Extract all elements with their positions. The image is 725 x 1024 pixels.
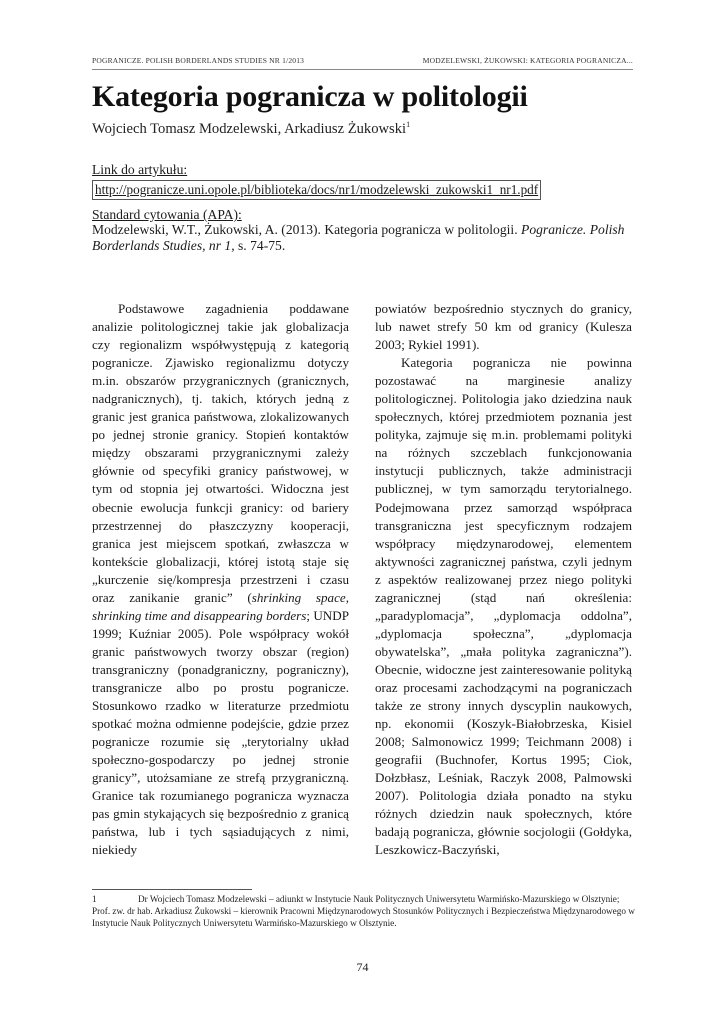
footnote-text: Dr Wojciech Tomasz Modzelewski – adiunkt w Instytucie Nauk Politycznych Uniwersytetu Warmińsko-Mazurskiego w Olsztynie; Prof. zw. dr hab. Arkadiusz Żukowski – kierownik Pracowni Międzynarodowych Stosunków Politycznych i Bezpieczeństwa Międzynarodowego w Instytucie Nauk Politycznych Uniwersytetu Warmińsko-Mazurskiego w Olsztynie. [92, 894, 635, 928]
authors-names: Wojciech Tomasz Modzelewski, Arkadiusz Żukowski [92, 120, 407, 137]
citation-text [92, 222, 632, 254]
footnote [92, 893, 637, 929]
article-title: Kategoria pogranicza w politologii [92, 80, 528, 113]
article-link[interactable]: http://pogranicze.uni.opole.pl/biblioteka/docs/nr1/modzelewski_zukowski1_nr1.pdf [92, 180, 541, 200]
footnote-number: 1 [92, 894, 97, 904]
running-header [92, 56, 633, 70]
right-column [375, 300, 632, 859]
journal-header: POGRANICZE. POLISH BORDERLANDS STUDIES NR 1/2013 [92, 56, 305, 65]
body-paragraph: Kategoria pogranicza nie powinna pozostawać na marginesie analizy politologicznej. Politologia jako dziedzina nauk społecznych, której przedmiotem poznania jest polityka, zajmuje się m.in. problemami polityki na różnych szczeblach funkcjonowania instytucji publicznych, także administracji publicznej, w tym samorządu terytorialnego. Podejmowana przez samorząd współpraca transgraniczna jest specyficznym rodzajem współpracy międzynarodowej, elementem aktywności zagranicznej państwa, czyli jednym z aspektów realizowanej przez niego polityki zagranicznej (stąd nań określenia: „paradyplomacja”, „dyplomacja oddolna”, „dyplomacja społeczna”, „dyplomacja obywatelska”, „mała polityka zagraniczna”). Obecnie, widoczne jest zainteresowanie polityką oraz procesami zachodzącymi na pograniczach także ze strony innych dyscyplin naukowych, np. ekonomii (Koszyk-Białobrzeska, Kisiel 2008; Salmonowicz 1999; Teichmann 2008) i geografii (Buchnofer, Kortus 1995; Ciok, Dołzbłasz, Leśniak, Raczyk 2008, Palmowski 2007). Politologia działa ponadto na styku różnych dziedzin nauk społecznych, które badają pogranicza, głównie socjologii (Gołdyka, Leszkowicz-Baczyński, [375, 355, 632, 858]
citation-main: Modzelewski, W.T., Żukowski, A. (2013). Kategoria pogranicza w politologii. [92, 222, 522, 237]
body-paragraph-continued: powiatów bezpośrednio stycznych do granicy, lub nawet strefy 50 km od granicy (Kulesza 2003; Rykiel 1991). [375, 301, 632, 353]
article-authors [92, 120, 410, 138]
link-label: Link do artykułu: [92, 162, 188, 177]
page-number: 74 [356, 960, 369, 974]
citation-pages: , s. 74-75. [231, 238, 286, 253]
article-header: MODZELEWSKI, ŻUKOWSKI: KATEGORIA POGRANICZA... [422, 56, 633, 65]
footnote-separator [92, 889, 252, 890]
author-footnote-mark: 1 [406, 120, 411, 129]
paragraph-text: ; UNDP 1999; Kuźniar 2005). Pole współpracy wokół granic państwowych tworzy obszar (region) transgraniczny (ponadgraniczny, pograniczny), transgranicze albo po prostu pogranicze. Stosunkowo rzadko w literaturze przedmiotu spotkać można odmienne podejście, gdzie przez pogranicze rozumie się „terytorialny układ społeczno-gospodarczy po jednej stronie granicy”, utożsamiane ze strefą przygraniczną. Granice tak rozumianego pogranicza wyznacza pas gmin stykających się bezpośrednio z granicą państwa, lub i tych sąsiadujących z nimi, niekiedy [92, 607, 350, 858]
body-paragraph [92, 300, 349, 859]
paragraph-text: Podstawowe zagadnienia poddawane analizie politologicznej takie jak globalizacja czy regionalizm współwystępują z kategorią pogranicze. Zjawisko regionalizmu dotyczy m.in. obszarów przygranicznych (granicznych, nadgranicznych), tj. takich, których jedną z granic jest granica państwowa, zlokalizowanych po jednej stronie granicy. Stopień kontaktów między obszarami przygranicznymi zależy głównie od specyfiki granicy państwowej, w tym od stopnia jej otwartości. Widoczna jest obecnie ewolucja funkcji granicy: od bariery przestrzennej do płaszczyzny kooperacji, granica jest miejscem spotkań, zwłaszcza w kontekście globalizacji, której istotą staje się „kurczenie się/kompresja przestrzeni i czasu oraz zanikanie granic” ( [92, 301, 349, 605]
citation-label: Standard cytowania (APA): [92, 207, 242, 222]
citation-journal: Pogranicze. Polish Borderlands Studies, nr 1 [92, 222, 625, 253]
left-column [92, 300, 349, 859]
italic-phrase: shrinking space, shrinking time and disappearing borders [92, 589, 350, 623]
